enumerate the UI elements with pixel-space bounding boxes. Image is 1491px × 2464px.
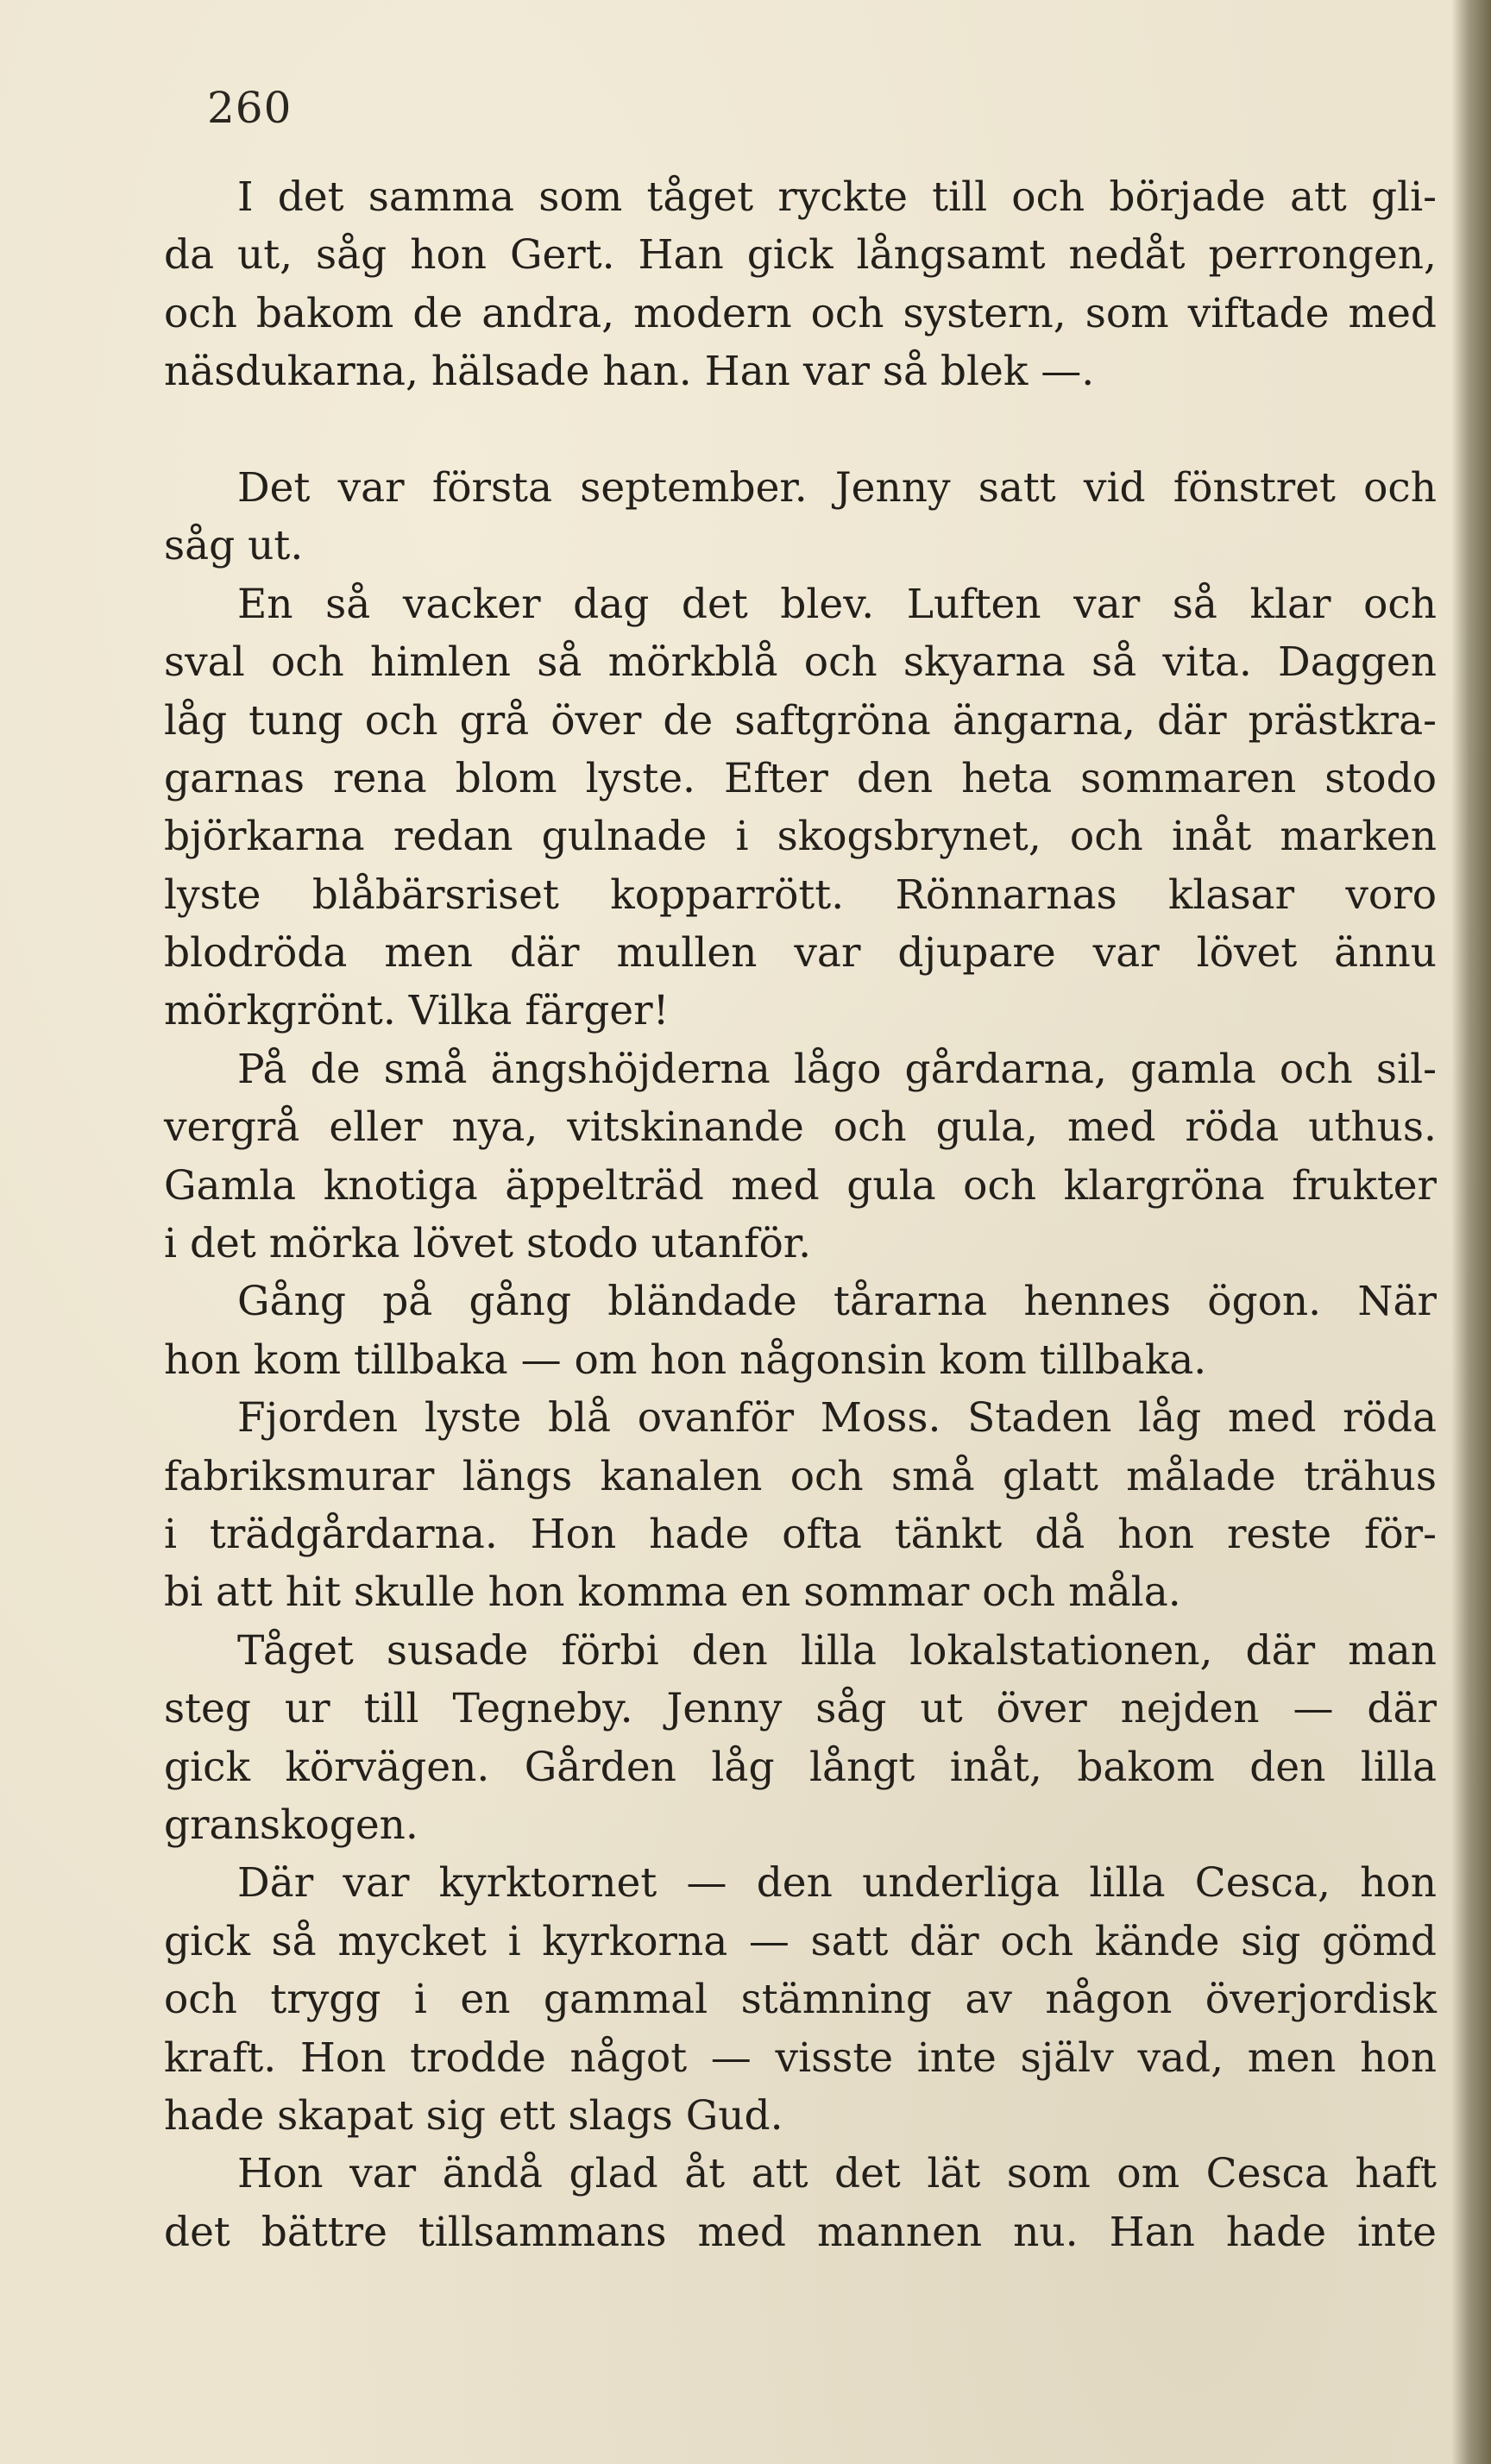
text-line: i det mörka lövet stodo utanför. [164,1220,812,1268]
text-line: fabriksmurar längs kanalen och små glatt målade trähus [164,1452,1437,1500]
text-line: näsdukarna, hälsade han. Han var så blek —. [164,348,1095,396]
text-line: sval och himlen så mörkblå och skyarna så vita. Daggen [164,638,1437,687]
paragraph-gap [164,401,1437,459]
text-line: det bättre tillsammans med mannen nu. Han hade inte [164,2208,1437,2256]
text-line: På de små ängshöjderna lågo gårdarna, gamla och sil- [237,1045,1437,1093]
text-line: bi att hit skulle hon komma en sommar och måla. [164,1568,1181,1617]
text-line: kraft. Hon trodde något — visste inte själv vad, men hon [164,2033,1437,2082]
text-line: hade skapat sig ett slags Gud. [164,2091,783,2140]
text-line: gick körvägen. Gården låg långt inåt, bakom den lilla [164,1743,1437,1791]
text-line: och bakom de andra, modern och systern, som viftade med [164,289,1437,337]
text-line: Där var kyrktornet — den underliga lilla Cesca, hon [237,1859,1437,1908]
text-line: låg tung och grå över de saftgröna ängarna, där prästkra- [164,696,1437,745]
paragraph [164,459,1437,575]
text-line: hon kom tillbaka — om hon någonsin kom tillbaka. [164,1336,1207,1384]
paragraph [164,1622,1437,1855]
text-line: och trygg i en gammal stämning av någon överjordisk [164,1976,1437,2024]
text-line: i trädgårdarna. Hon hade ofta tänkt då hon reste för- [164,1510,1437,1558]
body-text [164,168,1437,2261]
paragraph [164,1389,1437,1622]
text-line: björkarna redan gulnade i skogsbrynet, och inåt marken [164,813,1437,861]
text-line: blodröda men där mullen var djupare var lövet ännu [164,929,1437,977]
paragraph [164,1273,1437,1389]
text-line: såg ut. [164,522,304,570]
paragraph [164,1854,1437,2145]
text-line: Tåget susade förbi den lilla lokalstationen, där man [237,1626,1437,1675]
text-line: granskogen. [164,1801,418,1849]
text-line: gick så mycket i kyrkorna — satt där och kände sig gömd [164,1917,1437,1965]
page-number: 260 [207,83,293,133]
text-line: lyste blåbärsriset kopparrött. Rönnarnas klasar voro [164,871,1437,919]
text-line: Gång på gång bländade tårarna hennes ögon. När [237,1278,1437,1326]
paragraph [164,168,1437,401]
text-line: da ut, såg hon Gert. Han gick långsamt nedåt perrongen, [164,231,1437,280]
text-line: Gamla knotiga äppelträd med gula och klargröna frukter [164,1161,1437,1210]
text-line: Fjorden lyste blå ovanför Moss. Staden låg med röda [237,1394,1437,1443]
paragraph [164,1040,1437,1273]
text-line: En så vacker dag det blev. Luften var så klar och [237,580,1437,628]
text-line: garnas rena blom lyste. Efter den heta sommaren stodo [164,754,1437,802]
text-line: Hon var ändå glad åt att det lät som om Cesca haft [237,2150,1437,2198]
text-line: vergrå eller nya, vitskinande och gula, med röda uthus. [164,1103,1437,1152]
paragraph [164,2145,1437,2261]
text-line: I det samma som tåget ryckte till och började att gli- [237,173,1437,221]
text-line: steg ur till Tegneby. Jenny såg ut över nejden — där [164,1685,1437,1733]
paragraph [164,575,1437,1040]
page-edge-shadow [1451,0,1491,2464]
text-line: Det var första september. Jenny satt vid fönstret och [237,463,1437,512]
text-line: mörkgrönt. Vilka färger! [164,987,670,1035]
